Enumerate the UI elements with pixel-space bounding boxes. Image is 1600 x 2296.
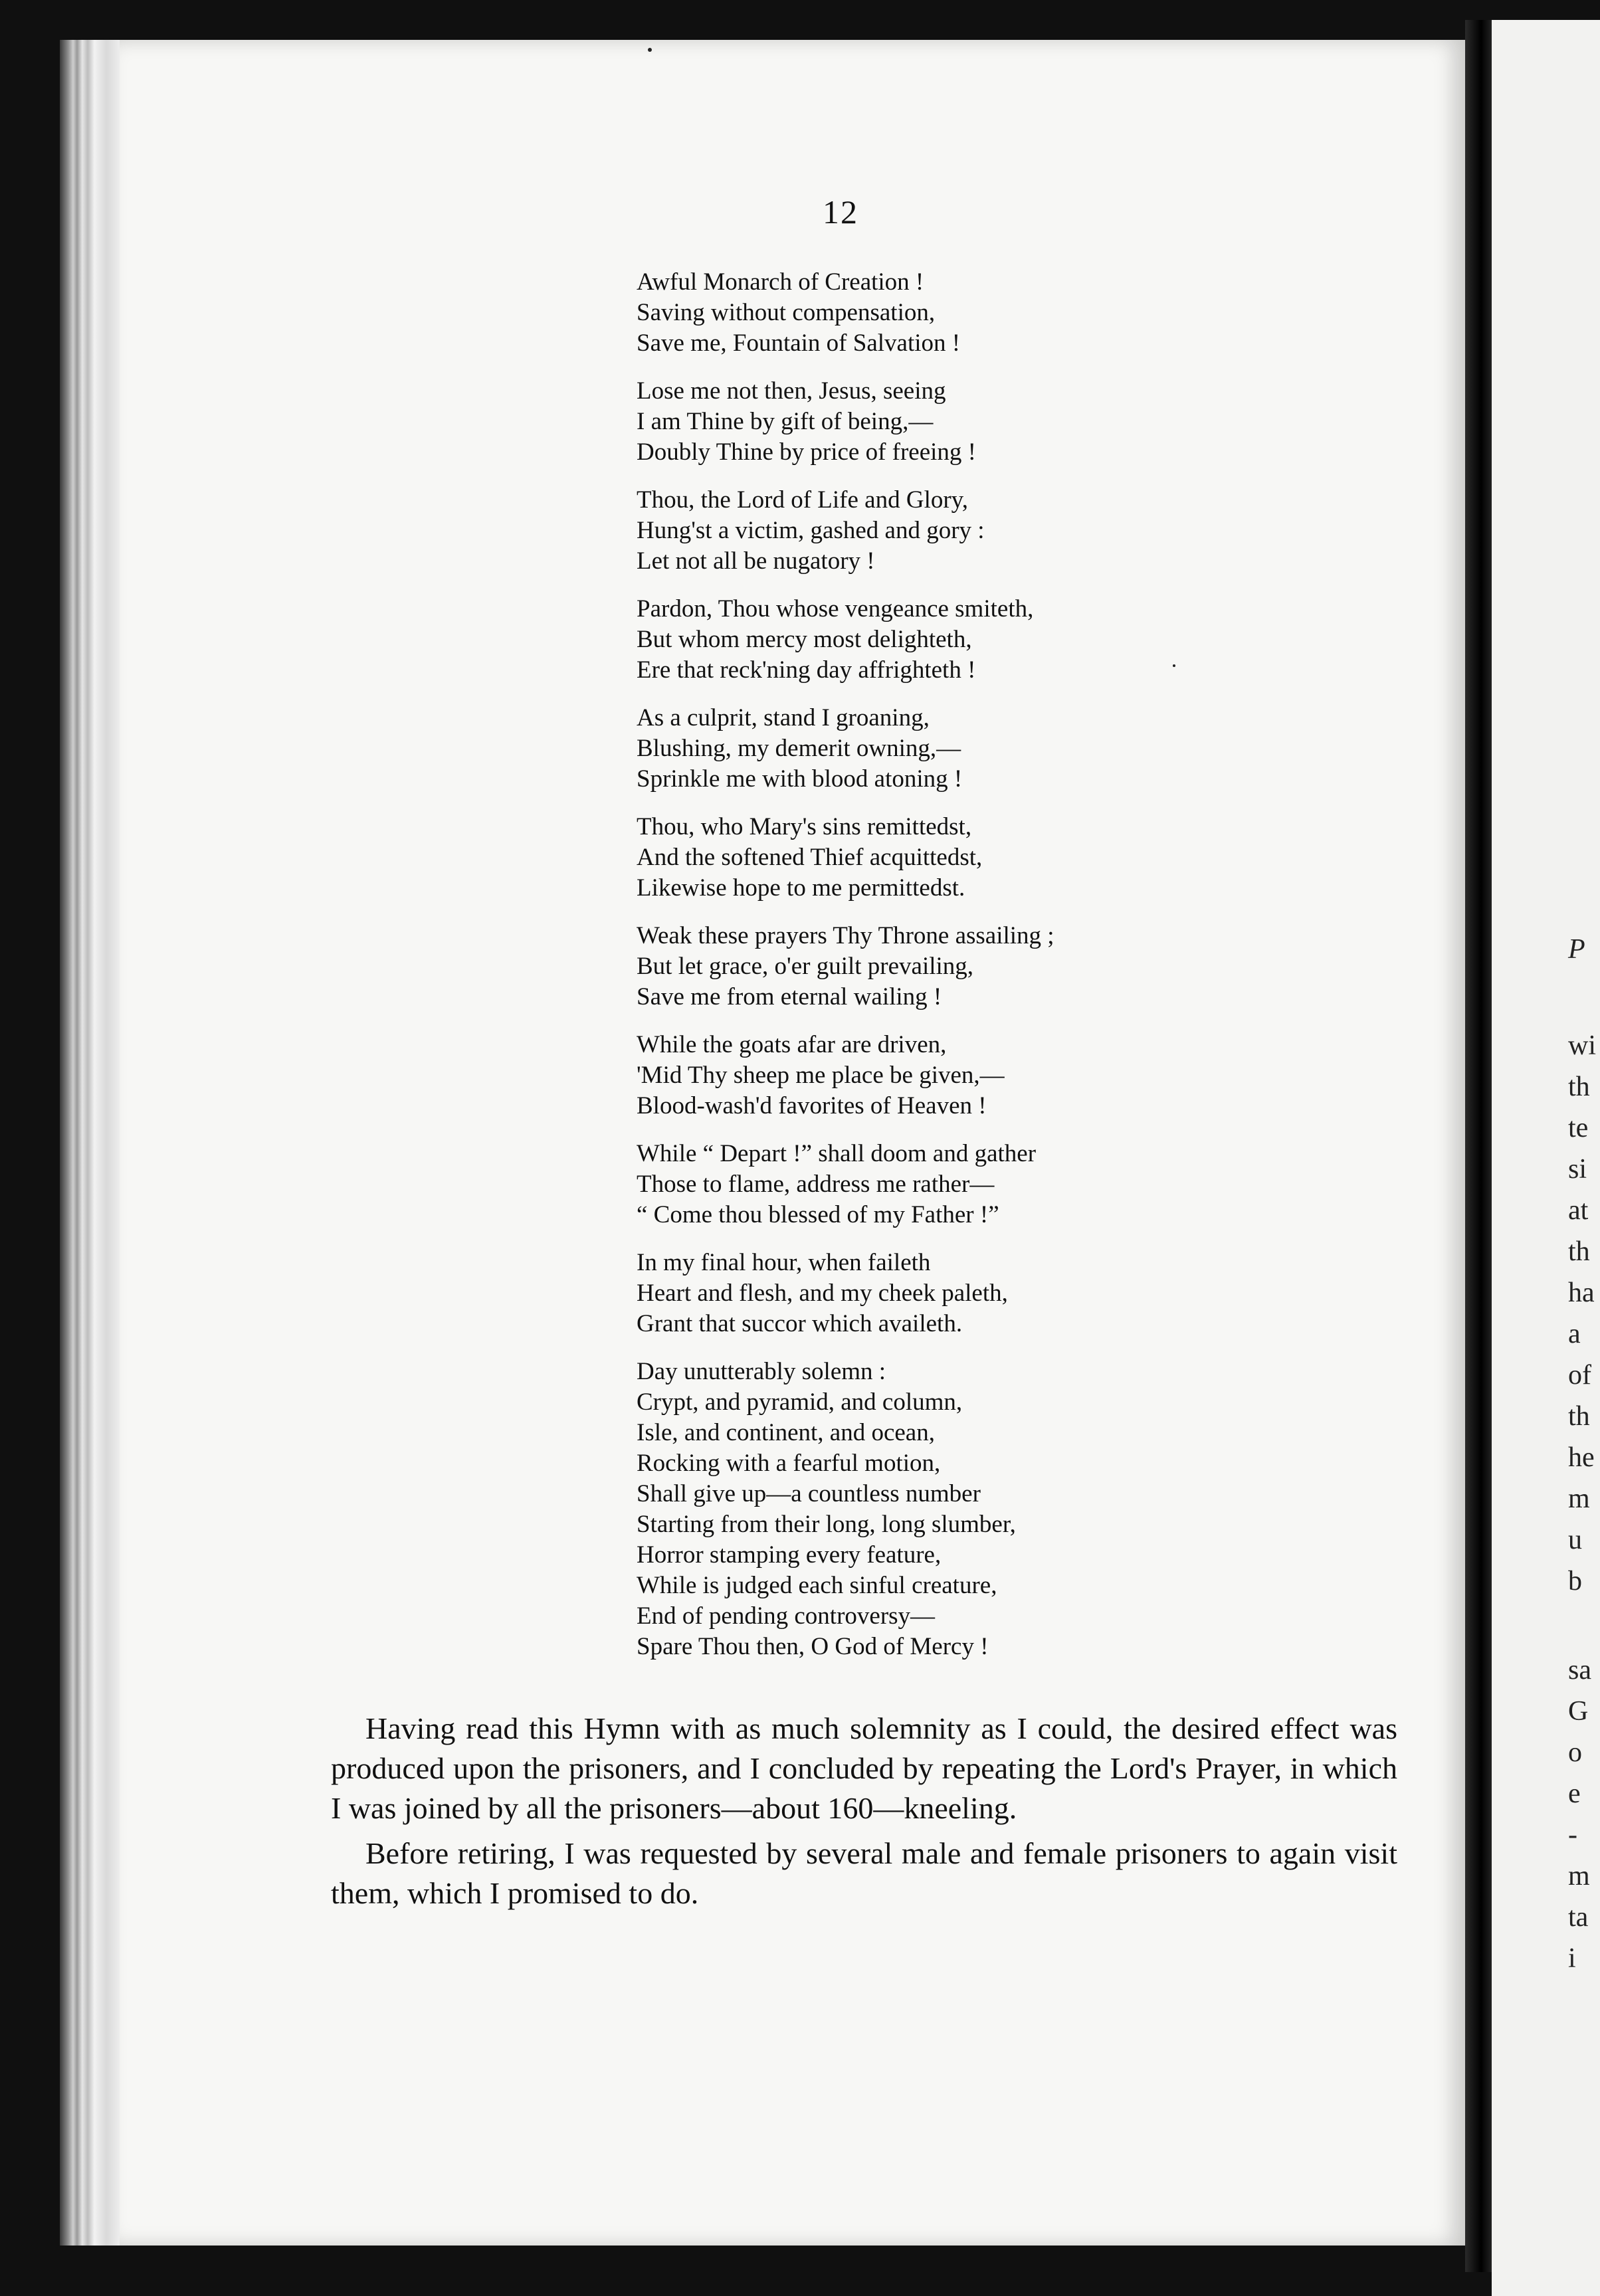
hymn-line: Thou, the Lord of Life and Glory, (637, 486, 969, 514)
hymn-line: And the softened Thief acquittedst, (637, 844, 983, 871)
facing-page-fragment: b (1568, 1566, 1582, 1596)
book-gutter (1465, 20, 1492, 2272)
hymn-line: Weak these prayers Thy Throne assailing ; (637, 922, 1054, 949)
hymn-stanza (637, 1248, 1334, 1339)
hymn-line: But whom mercy most delighteth, (637, 626, 972, 653)
hymn-line: End of pending controversy— (637, 1602, 936, 1630)
hymn-line: Sprinkle me with blood atoning ! (637, 765, 963, 793)
facing-page-fragment: m (1568, 1861, 1590, 1891)
page-number: 12 (823, 193, 858, 231)
hymn-line: “ Come thou blessed of my Father !” (637, 1201, 999, 1228)
hymn-stanza (637, 376, 1334, 468)
hymn-line: Blood-wash'd favorites of Heaven ! (637, 1092, 987, 1119)
hymn-line: Lose me not then, Jesus, seeing (637, 377, 946, 405)
hymn-stanza (637, 267, 1334, 359)
hymn-line: Save me, Fountain of Salvation ! (637, 330, 961, 357)
page-stack-edge (60, 40, 126, 2246)
facing-page-fragment: at (1568, 1195, 1589, 1226)
facing-page-fragment: te (1568, 1113, 1589, 1143)
hymn-line: While is judged each sinful creature, (637, 1572, 997, 1599)
facing-page-fragment: - (1568, 1820, 1577, 1850)
hymn-line: Thou, who Mary's sins remittedst, (637, 813, 972, 840)
hymn-line: 'Mid Thy sheep me place be given,— (637, 1062, 1005, 1089)
facing-page-fragment: u (1568, 1525, 1582, 1555)
hymn-stanza (637, 594, 1334, 686)
hymn-stanza (637, 812, 1334, 904)
facing-page-fragment: he (1568, 1442, 1595, 1473)
facing-page-fragment: si (1568, 1154, 1587, 1185)
hymn-line: Save me from eternal wailing ! (637, 983, 942, 1010)
hymn-line: Awful Monarch of Creation ! (637, 268, 924, 296)
hymn-line: Those to flame, address me rather— (637, 1171, 995, 1198)
hymn-line: Likewise hope to me permittedst. (637, 874, 965, 902)
facing-page-fragment: o (1568, 1737, 1582, 1768)
hymn-stanza (637, 703, 1334, 795)
hymn-line: While “ Depart !” shall doom and gather (637, 1140, 1037, 1167)
facing-page-fragment: P (1568, 934, 1585, 965)
ink-speck (1173, 664, 1175, 667)
facing-page-fragment: G (1568, 1696, 1589, 1727)
hymn-line: I am Thine by gift of being,— (637, 408, 934, 435)
hymn-line: Shall give up—a countless number (637, 1480, 981, 1507)
hymn-line: Ere that reck'ning day affrighteth ! (637, 656, 976, 684)
facing-page-fragment: e (1568, 1778, 1581, 1809)
facing-page-fragment: ha (1568, 1278, 1595, 1308)
hymn-stanza (637, 485, 1334, 577)
hymn-line: While the goats afar are driven, (637, 1031, 947, 1058)
ink-speck (648, 48, 652, 52)
hymn-line: In my final hour, when faileth (637, 1249, 931, 1276)
facing-page-fragment: th (1568, 1072, 1590, 1102)
hymn-line: Starting from their long, long slumber, (637, 1511, 1016, 1538)
paragraph: Having read this Hymn with as much solemnity as I could, the desired effect was produced upon the prisoners, and I concluded by repeating the Lord's Prayer, in which I was joined by all the prisoners—about 160—kneeling. (331, 1711, 1397, 1825)
hymn-line: As a culprit, stand I groaning, (637, 704, 930, 731)
hymn-line: Horror stamping every feature, (637, 1541, 942, 1569)
hymn-line: Heart and flesh, and my cheek paleth, (637, 1280, 1008, 1307)
hymn-stanza (637, 1030, 1334, 1121)
facing-page-fragment: ta (1568, 1902, 1589, 1933)
body-text (331, 1709, 1397, 1919)
facing-page-fragment: a (1568, 1319, 1581, 1349)
hymn-line: Let not all be nugatory ! (637, 547, 875, 575)
hymn-line: Crypt, and pyramid, and column, (637, 1388, 963, 1416)
facing-page-fragment: th (1568, 1401, 1590, 1432)
hymn-line: Grant that succor which availeth. (637, 1310, 963, 1337)
hymn-line: Rocking with a fearful motion, (637, 1450, 941, 1477)
hymn-line: Pardon, Thou whose vengeance smiteth, (637, 595, 1034, 622)
hymn-line: But let grace, o'er guilt prevailing, (637, 953, 974, 980)
facing-page-fragment: th (1568, 1236, 1590, 1267)
facing-page-fragment: of (1568, 1360, 1591, 1390)
hymn-line: Blushing, my demerit owning,— (637, 735, 961, 762)
facing-page-fragment: i (1568, 1943, 1576, 1974)
hymn-stanza (637, 1139, 1334, 1230)
hymn-line: Day unutterably solemn : (637, 1358, 886, 1385)
paragraph: Before retiring, I was requested by several male and female prisoners to again visit them, which I promised to do. (331, 1836, 1397, 1910)
facing-page-fragment: m (1568, 1483, 1590, 1514)
hymn-line: Doubly Thine by price of freeing ! (637, 438, 976, 466)
hymn-verses (637, 267, 1334, 1679)
hymn-line: Saving without compensation, (637, 299, 936, 326)
hymn-line: Isle, and continent, and ocean, (637, 1419, 935, 1446)
facing-page-fragment: wi (1568, 1030, 1596, 1061)
facing-page-fragment: sa (1568, 1655, 1591, 1685)
hymn-line: Hung'st a victim, gashed and gory : (637, 517, 985, 544)
hymn-stanza (637, 921, 1334, 1012)
hymn-line: Spare Thou then, O God of Mercy ! (637, 1633, 989, 1660)
hymn-stanza (637, 1357, 1334, 1662)
